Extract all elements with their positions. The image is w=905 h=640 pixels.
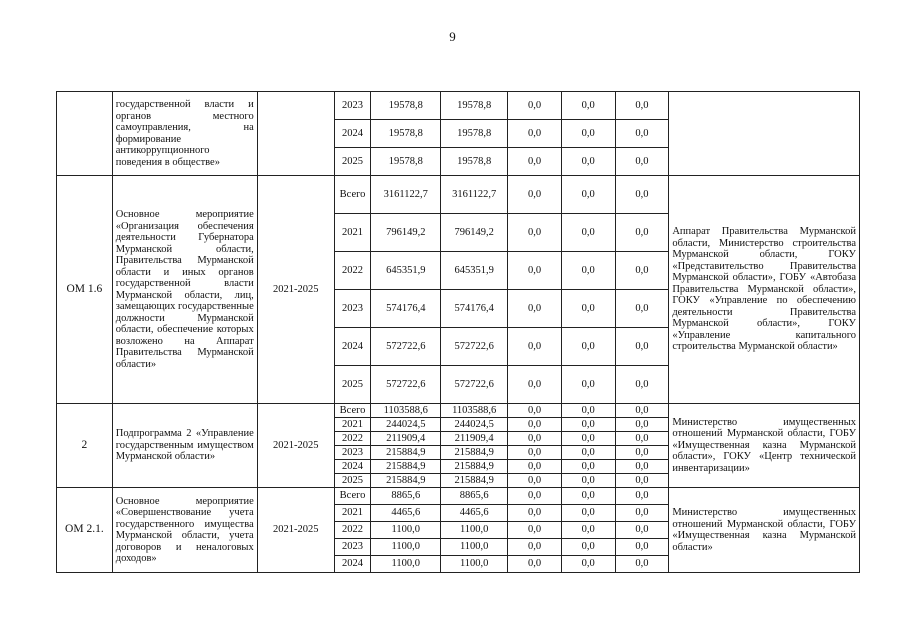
row-total: 1100,0 [371,556,441,573]
row-year: Всего [334,176,371,214]
section-period [257,92,334,176]
row-value-3: 0,0 [561,505,615,522]
row-value-3: 0,0 [561,404,615,418]
row-value-3: 0,0 [561,474,615,488]
row-year: 2024 [334,556,371,573]
row-value-3: 0,0 [561,214,615,252]
row-value-1: 215884,9 [441,474,508,488]
section-name: Подпрограмма 2 «Управление государственным имуществом Мурманской области» [112,404,257,488]
row-value-2: 0,0 [508,92,562,120]
row-total: 3161122,7 [371,176,441,214]
row-year: Всего [334,488,371,505]
row-value-1: 211909,4 [441,432,508,446]
section-period: 2021-2025 [257,176,334,404]
row-value-2: 0,0 [508,366,562,404]
row-value-4: 0,0 [615,505,669,522]
row-value-1: 3161122,7 [441,176,508,214]
row-value-4: 0,0 [615,290,669,328]
row-total: 574176,4 [371,290,441,328]
row-value-4: 0,0 [615,176,669,214]
row-value-2: 0,0 [508,488,562,505]
table-row [57,404,860,418]
section-executor [669,92,860,176]
row-value-3: 0,0 [561,366,615,404]
row-value-1: 645351,9 [441,252,508,290]
row-value-2: 0,0 [508,120,562,148]
row-value-4: 0,0 [615,214,669,252]
row-value-4: 0,0 [615,539,669,556]
row-total: 211909,4 [371,432,441,446]
section-name: государственной власти и органов местного самоуправления, на формирование антикоррупционного поведения в обществе» [112,92,257,176]
row-value-4: 0,0 [615,252,669,290]
row-year: 2022 [334,522,371,539]
row-value-1: 1100,0 [441,522,508,539]
row-value-1: 19578,8 [441,92,508,120]
section-code [57,92,113,176]
row-total: 1100,0 [371,522,441,539]
row-year: 2022 [334,432,371,446]
row-year: 2023 [334,539,371,556]
row-value-1: 8865,6 [441,488,508,505]
row-value-2: 0,0 [508,252,562,290]
row-year: 2022 [334,252,371,290]
budget-table [56,91,860,573]
row-value-2: 0,0 [508,404,562,418]
table-body [57,92,860,573]
row-value-2: 0,0 [508,176,562,214]
row-total: 244024,5 [371,418,441,432]
row-year: 2023 [334,446,371,460]
row-year: 2024 [334,120,371,148]
row-value-4: 0,0 [615,522,669,539]
row-value-1: 1103588,6 [441,404,508,418]
row-value-2: 0,0 [508,446,562,460]
row-value-3: 0,0 [561,290,615,328]
row-value-4: 0,0 [615,460,669,474]
row-value-3: 0,0 [561,460,615,474]
row-value-4: 0,0 [615,366,669,404]
row-total: 645351,9 [371,252,441,290]
row-value-2: 0,0 [508,290,562,328]
row-value-4: 0,0 [615,328,669,366]
row-total: 572722,6 [371,366,441,404]
row-value-2: 0,0 [508,539,562,556]
page-number: 9 [449,29,456,44]
section-name: Основное мероприятие «Организация обеспечения деятельности Губернатора Мурманской области, Правительства Мурманской области и иных органов государственной власти Мурманской области, лиц, замещающих государственные должности Мурманской области, обеспечение которых возложено на Аппарат Правительства Мурманской области» [112,176,257,404]
section-code: ОМ 2.1. [57,488,113,573]
row-value-4: 0,0 [615,148,669,176]
row-year: 2024 [334,328,371,366]
row-value-4: 0,0 [615,404,669,418]
row-total: 1100,0 [371,539,441,556]
row-value-3: 0,0 [561,446,615,460]
row-value-3: 0,0 [561,328,615,366]
row-value-1: 574176,4 [441,290,508,328]
row-value-3: 0,0 [561,120,615,148]
row-year: 2025 [334,474,371,488]
row-value-4: 0,0 [615,474,669,488]
row-value-1: 4465,6 [441,505,508,522]
row-total: 215884,9 [371,460,441,474]
row-total: 19578,8 [371,92,441,120]
section-executor: Министерство имущественных отношений Мурманской области, ГОБУ «Имущественная казна Мурманской области», ГОКУ «Центр технической инвентаризации» [669,404,860,488]
row-total: 1103588,6 [371,404,441,418]
row-value-3: 0,0 [561,488,615,505]
row-value-1: 572722,6 [441,366,508,404]
table-row [57,92,860,120]
row-year: 2023 [334,290,371,328]
row-value-2: 0,0 [508,505,562,522]
row-value-2: 0,0 [508,214,562,252]
table-row [57,488,860,505]
row-value-3: 0,0 [561,418,615,432]
row-value-3: 0,0 [561,252,615,290]
row-value-3: 0,0 [561,432,615,446]
row-total: 215884,9 [371,474,441,488]
row-value-1: 1100,0 [441,556,508,573]
section-period: 2021-2025 [257,404,334,488]
row-value-4: 0,0 [615,446,669,460]
row-year: 2024 [334,460,371,474]
row-value-1: 572722,6 [441,328,508,366]
row-year: 2025 [334,366,371,404]
row-value-1: 796149,2 [441,214,508,252]
row-value-3: 0,0 [561,148,615,176]
row-value-3: 0,0 [561,92,615,120]
row-year: 2021 [334,505,371,522]
row-value-2: 0,0 [508,474,562,488]
row-year: 2021 [334,418,371,432]
row-value-1: 244024,5 [441,418,508,432]
row-value-1: 19578,8 [441,120,508,148]
row-value-2: 0,0 [508,148,562,176]
row-year: 2021 [334,214,371,252]
row-total: 4465,6 [371,505,441,522]
row-value-2: 0,0 [508,328,562,366]
row-value-4: 0,0 [615,556,669,573]
section-name: Основное мероприятие «Совершенствование учета государственного имущества Мурманской области, учета договоров и неналоговых доходов» [112,488,257,573]
row-value-3: 0,0 [561,539,615,556]
row-year: Всего [334,404,371,418]
row-value-1: 1100,0 [441,539,508,556]
row-value-2: 0,0 [508,460,562,474]
row-year: 2023 [334,92,371,120]
section-period: 2021-2025 [257,488,334,573]
row-value-2: 0,0 [508,432,562,446]
row-value-1: 215884,9 [441,460,508,474]
section-code: ОМ 1.6 [57,176,113,404]
section-code: 2 [57,404,113,488]
row-total: 19578,8 [371,148,441,176]
section-executor: Министерство имущественных отношений Мурманской области, ГОБУ «Имущественная казна Мурманской области» [669,488,860,573]
row-value-3: 0,0 [561,176,615,214]
row-total: 215884,9 [371,446,441,460]
row-value-1: 215884,9 [441,446,508,460]
row-value-3: 0,0 [561,522,615,539]
row-value-2: 0,0 [508,418,562,432]
row-value-4: 0,0 [615,432,669,446]
row-value-2: 0,0 [508,522,562,539]
row-total: 8865,6 [371,488,441,505]
row-total: 572722,6 [371,328,441,366]
section-executor: Аппарат Правительства Мурманской области, Министерство строительства Мурманской области, ГОКУ «Представительство Правительства Мурманской области», ГОБУ «Автобаза Правительства Мурманской области», ГОКУ «Управление по обеспечению деятельности Правительства Мурманской области», ГОКУ «Управление капитального строительства Мурманской области» [669,176,860,404]
row-value-4: 0,0 [615,120,669,148]
row-value-3: 0,0 [561,556,615,573]
row-total: 796149,2 [371,214,441,252]
row-value-4: 0,0 [615,92,669,120]
row-year: 2025 [334,148,371,176]
row-total: 19578,8 [371,120,441,148]
row-value-1: 19578,8 [441,148,508,176]
row-value-4: 0,0 [615,488,669,505]
row-value-4: 0,0 [615,418,669,432]
row-value-2: 0,0 [508,556,562,573]
table-row [57,176,860,214]
